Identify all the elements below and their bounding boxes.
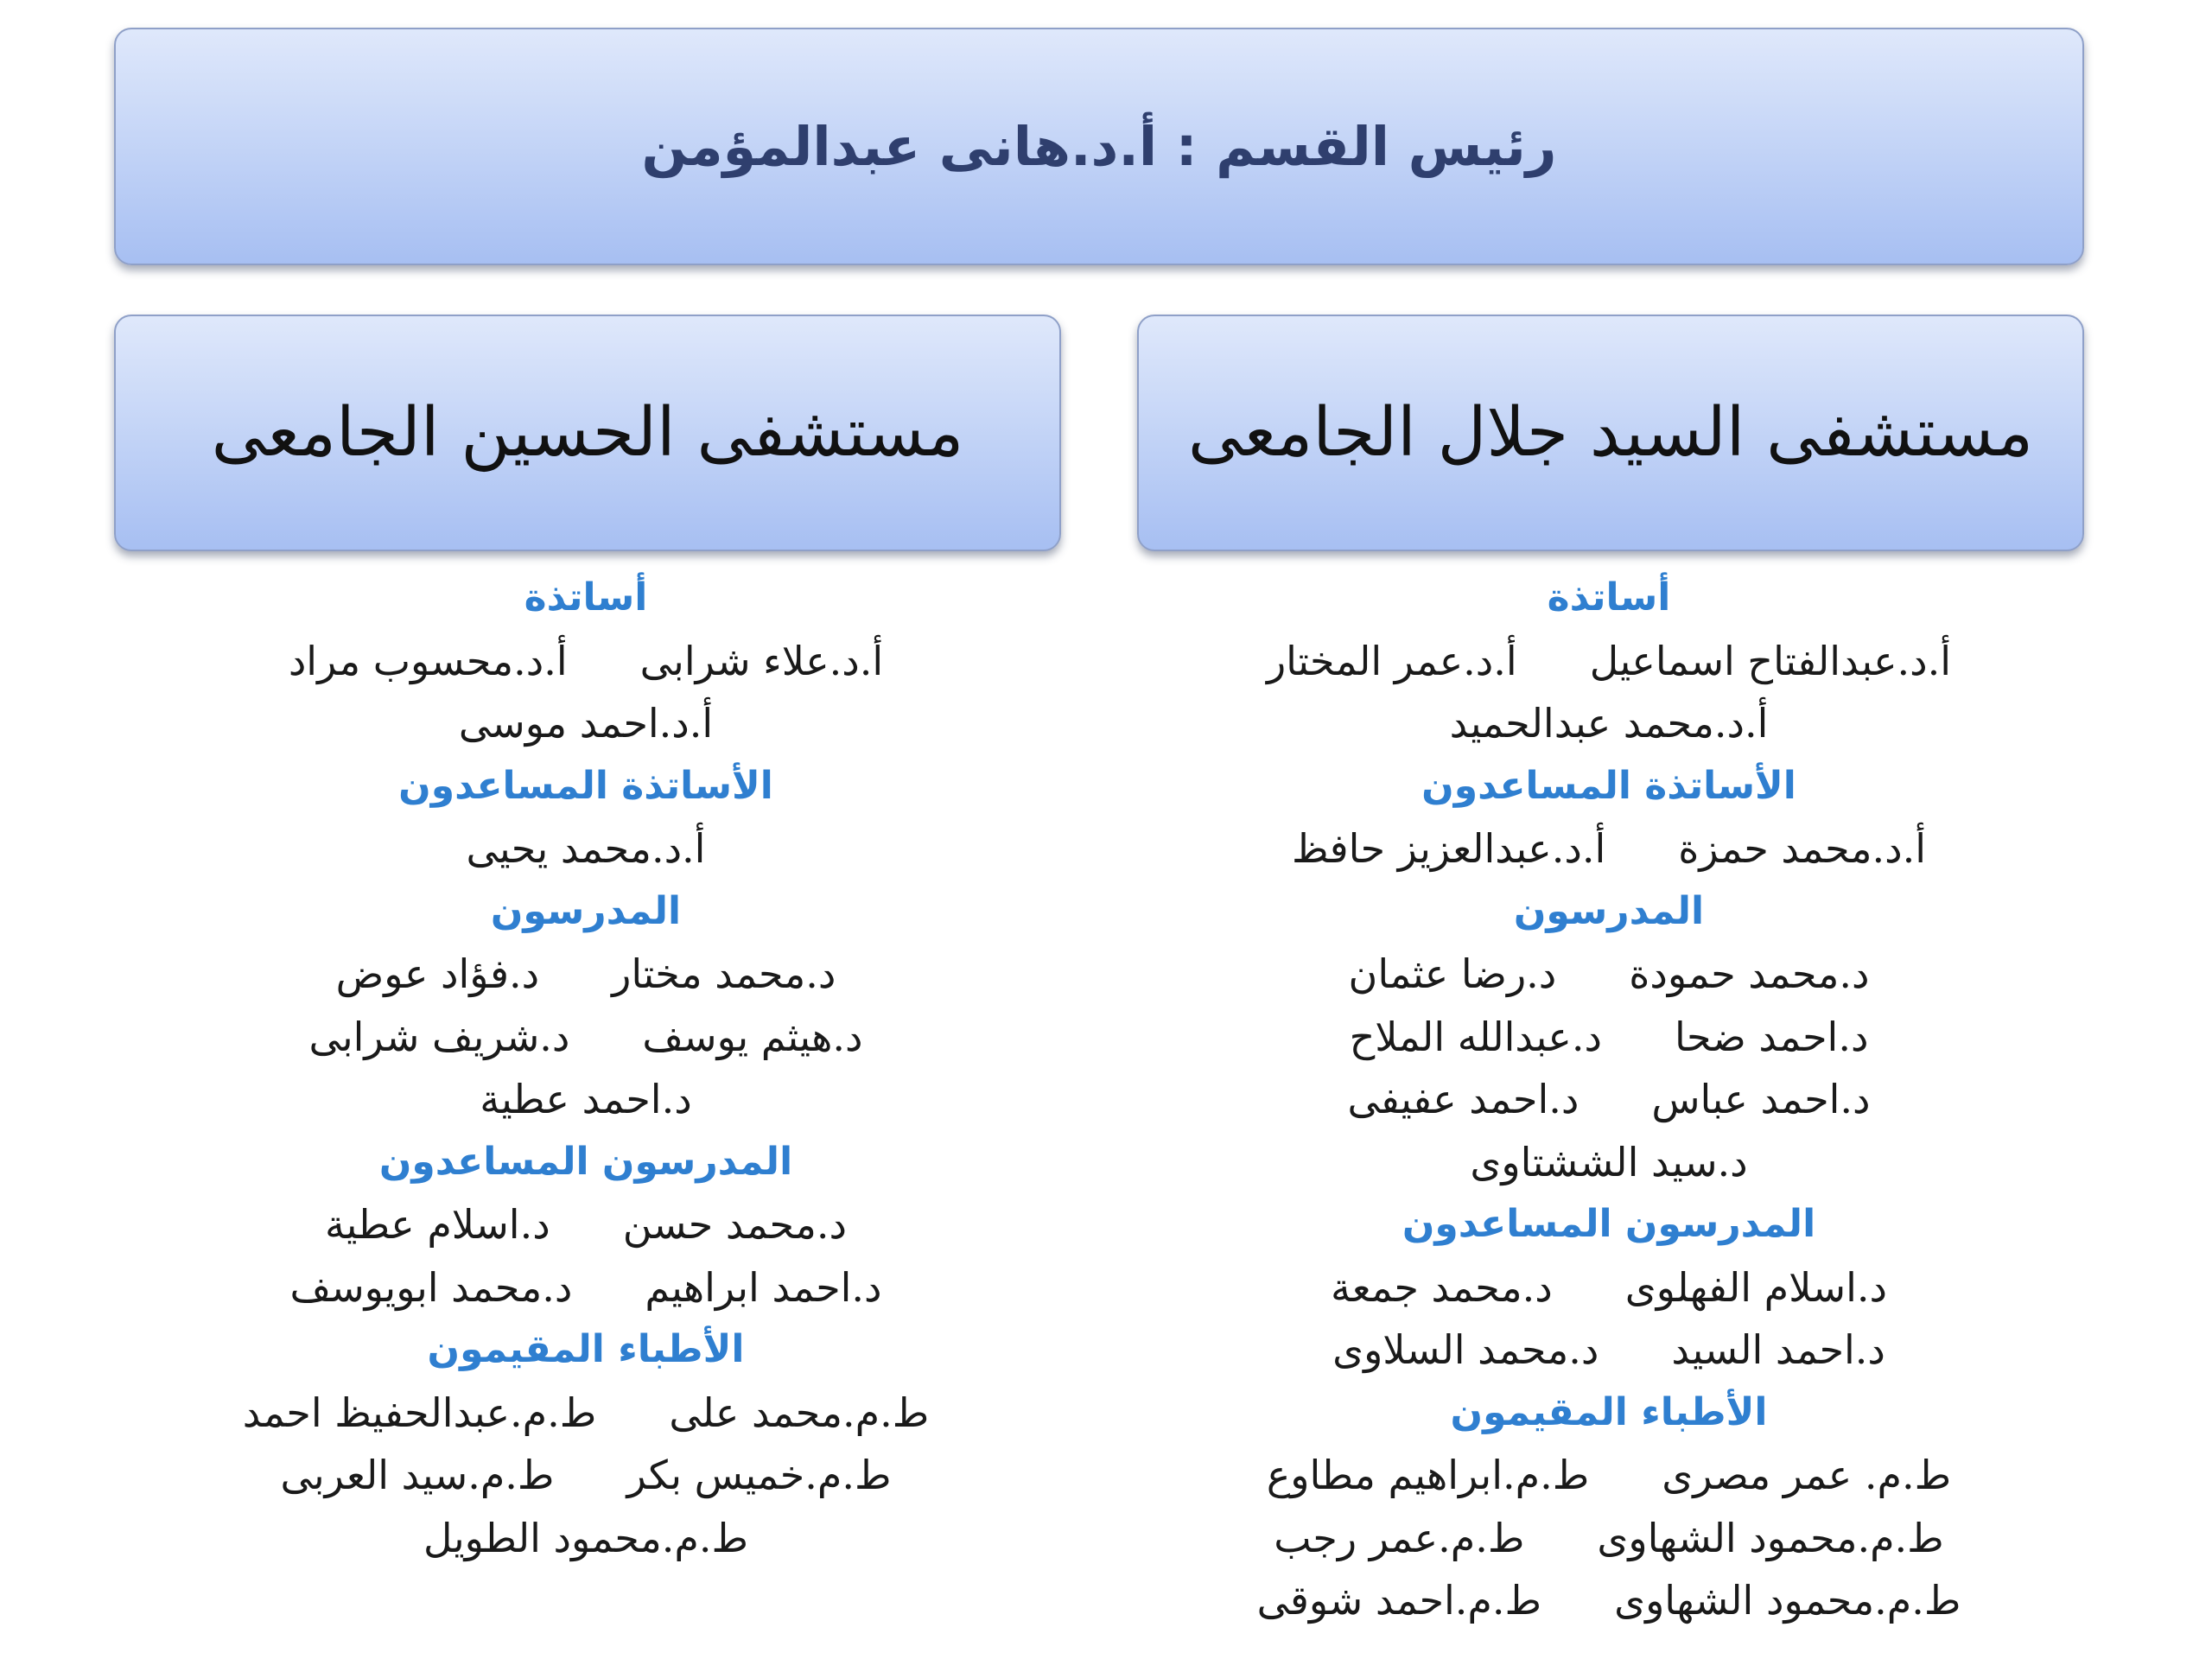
staff-name: ط.م.محمود الشهاوى bbox=[1614, 1577, 1961, 1624]
section-heading: المدرسون bbox=[490, 888, 682, 933]
staff-name: د.محمد مختار bbox=[612, 950, 836, 997]
staff-row bbox=[111, 943, 1061, 1006]
hospital-banner-sayed-galal bbox=[1137, 315, 2084, 551]
staff-name: د.محمد السلاوى bbox=[1332, 1326, 1599, 1373]
staff-name: ط.م.عمر رجب bbox=[1274, 1514, 1525, 1561]
staff-name: د.محمد ابويوسف bbox=[289, 1263, 573, 1311]
staff-name: د.احمد عباس bbox=[1651, 1076, 1871, 1122]
staff-name: د.محمد جمعة bbox=[1331, 1263, 1553, 1311]
staff-name: ط.م.محمود الطويل bbox=[423, 1514, 748, 1561]
staff-name: أ.د.عبدالفتاح اسماعيل bbox=[1589, 637, 1952, 684]
section-heading: الأطباء المقيمون bbox=[427, 1327, 745, 1371]
staff-name: د.اسلام الفهلوى bbox=[1624, 1263, 1887, 1311]
hospital-title: مستشفى السيد جلال الجامعى bbox=[1187, 394, 2034, 472]
staff-row bbox=[1134, 1319, 2084, 1382]
staff-row bbox=[1134, 1068, 2084, 1131]
staff-row bbox=[111, 1068, 1061, 1131]
hospital-title: مستشفى الحسين الجامعى bbox=[211, 394, 964, 472]
staff-name: د.رضا عثمان bbox=[1348, 950, 1557, 997]
staff-name: د.محمد حسن bbox=[622, 1201, 847, 1248]
hospital-banner-hussein bbox=[114, 315, 1061, 551]
staff-name: د.اسلام عطية bbox=[324, 1201, 550, 1248]
section-heading: الأساتذة المساعدون bbox=[398, 763, 773, 808]
staff-name: ط.م.محمد على bbox=[669, 1389, 930, 1436]
staff-name: أ.د.علاء شرابى bbox=[639, 637, 884, 684]
staff-name: د.فؤاد عوض bbox=[335, 950, 540, 997]
staff-name: د.احمد ضحا bbox=[1674, 1013, 1869, 1060]
staff-name: د.احمد عفيفى bbox=[1347, 1076, 1580, 1122]
staff-name: د.عبدالله الملاح bbox=[1349, 1013, 1602, 1060]
staff-row bbox=[111, 1507, 1061, 1570]
staff-name: أ.د.محمد يحيى bbox=[466, 825, 706, 872]
staff-list-hussein bbox=[111, 567, 1061, 1569]
staff-row bbox=[111, 630, 1061, 693]
staff-name: د.احمد عطية bbox=[480, 1076, 692, 1122]
section-heading: أساتذة bbox=[1547, 575, 1671, 620]
section-heading: الأساتذة المساعدون bbox=[1421, 763, 1796, 808]
section-heading: المدرسون bbox=[1513, 888, 1705, 933]
staff-name: ط.م.محمود الشهاوى bbox=[1597, 1514, 1944, 1561]
staff-row bbox=[1134, 817, 2084, 880]
staff-row bbox=[111, 1193, 1061, 1256]
staff-row bbox=[111, 817, 1061, 880]
department-head-title: رئيس القسم : أ.د.هانى عبدالمؤمن bbox=[641, 115, 1557, 178]
staff-name: ط.م.عبدالحفيظ احمد bbox=[242, 1389, 597, 1436]
section-heading: الأطباء المقيمون bbox=[1450, 1389, 1768, 1434]
staff-row bbox=[111, 1256, 1061, 1319]
staff-name: ط.م.احمد شوقى bbox=[1256, 1577, 1542, 1624]
staff-name: د.احمد ابراهيم bbox=[645, 1263, 882, 1311]
department-head-banner bbox=[114, 28, 2084, 265]
staff-name: ط.م. عمر مصرى bbox=[1662, 1452, 1952, 1498]
staff-row bbox=[111, 1006, 1061, 1069]
staff-row bbox=[111, 1444, 1061, 1507]
staff-row bbox=[1134, 692, 2084, 755]
staff-row bbox=[1134, 1006, 2084, 1069]
staff-name: ط.م.سيد العربى bbox=[280, 1452, 555, 1498]
section-heading: أساتذة bbox=[524, 575, 648, 620]
staff-name: أ.د.احمد موسى bbox=[458, 700, 714, 747]
staff-name: أ.د.محمد حمزة bbox=[1678, 825, 1926, 872]
staff-name: أ.د.عمر المختار bbox=[1266, 637, 1517, 684]
staff-name: ط.م.خميس بكر bbox=[626, 1452, 892, 1498]
staff-row bbox=[1134, 1256, 2084, 1319]
staff-row bbox=[1134, 1569, 2084, 1632]
staff-list-sayed-galal bbox=[1134, 567, 2084, 1632]
staff-name: د.شريف شرابى bbox=[308, 1013, 570, 1060]
staff-name: د.هيثم يوسف bbox=[642, 1013, 863, 1060]
staff-row bbox=[111, 692, 1061, 755]
staff-name: د.سيد الششتاوى bbox=[1470, 1138, 1748, 1185]
staff-name: أ.د.محسوب مراد bbox=[288, 637, 568, 684]
staff-row bbox=[1134, 1131, 2084, 1194]
staff-row bbox=[1134, 1444, 2084, 1507]
staff-row bbox=[1134, 943, 2084, 1006]
staff-name: د.محمد حمودة bbox=[1629, 950, 1870, 997]
staff-name: ط.م.ابراهيم مطاوع bbox=[1266, 1452, 1590, 1498]
staff-name: أ.د.عبدالعزيز حافظ bbox=[1292, 825, 1606, 872]
staff-row bbox=[1134, 1507, 2084, 1570]
staff-row bbox=[111, 1382, 1061, 1445]
staff-row bbox=[1134, 630, 2084, 693]
section-heading: المدرسون المساعدون bbox=[378, 1139, 793, 1184]
section-heading: المدرسون المساعدون bbox=[1402, 1202, 1816, 1246]
staff-name: أ.د.محمد عبدالحميد bbox=[1449, 700, 1769, 747]
staff-name: د.احمد السيد bbox=[1671, 1326, 1885, 1373]
